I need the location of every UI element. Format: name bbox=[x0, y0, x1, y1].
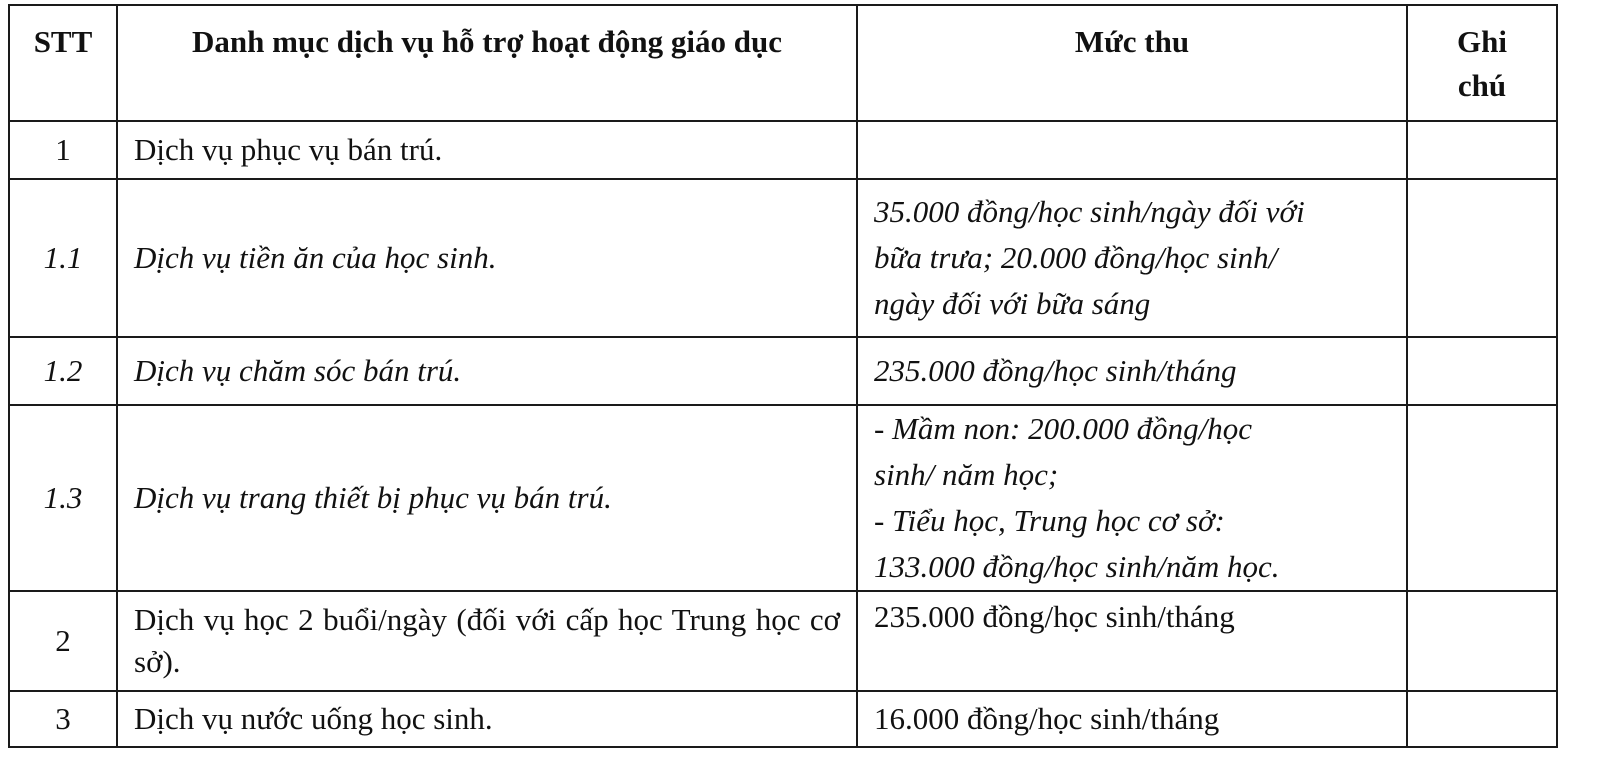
fee-line: bữa trưa; 20.000 đồng/học sinh/ bbox=[874, 240, 1278, 275]
row-stt: 1.1 bbox=[9, 179, 117, 337]
row-fee bbox=[857, 337, 1407, 405]
fee-line: 35.000 đồng/học sinh/ngày đối với bbox=[874, 194, 1305, 229]
fee-line: - Mầm non: 200.000 đồng/học bbox=[874, 411, 1252, 446]
row-note bbox=[1407, 179, 1557, 337]
table-row bbox=[9, 179, 1557, 337]
row-service-name: Dịch vụ học 2 buổi/ngày (đối với cấp học Trung học cơ sở). bbox=[117, 591, 857, 691]
row-stt: 1.2 bbox=[9, 337, 117, 405]
row-fee bbox=[857, 691, 1407, 747]
row-note bbox=[1407, 405, 1557, 591]
row-service-name: Dịch vụ phục vụ bán trú. bbox=[117, 121, 857, 179]
row-note bbox=[1407, 121, 1557, 179]
table-row bbox=[9, 405, 1557, 591]
row-fee bbox=[857, 405, 1407, 591]
row-fee bbox=[857, 121, 1407, 179]
header-category: Danh mục dịch vụ hỗ trợ hoạt động giáo dục bbox=[117, 5, 857, 121]
fee-line: 133.000 đồng/học sinh/năm học. bbox=[874, 549, 1280, 584]
row-service-name: Dịch vụ trang thiết bị phục vụ bán trú. bbox=[117, 405, 857, 591]
header-note: Ghi chú bbox=[1407, 5, 1557, 121]
table-row bbox=[9, 691, 1557, 747]
row-fee bbox=[857, 179, 1407, 337]
row-stt: 1 bbox=[9, 121, 117, 179]
row-stt: 3 bbox=[9, 691, 117, 747]
fee-line: sinh/ năm học; bbox=[874, 457, 1059, 492]
row-stt: 1.3 bbox=[9, 405, 117, 591]
header-stt: STT bbox=[9, 5, 117, 121]
row-note bbox=[1407, 591, 1557, 691]
row-fee bbox=[857, 591, 1407, 691]
table-row bbox=[9, 591, 1557, 691]
row-stt: 2 bbox=[9, 591, 117, 691]
fee-line: 235.000 đồng/học sinh/tháng bbox=[874, 599, 1235, 634]
fee-line: - Tiểu học, Trung học cơ sở: bbox=[874, 503, 1225, 538]
fee-line: ngày đối với bữa sáng bbox=[874, 286, 1151, 321]
table-header-row bbox=[9, 5, 1557, 121]
fee-table bbox=[8, 4, 1558, 748]
header-fee: Mức thu bbox=[857, 5, 1407, 121]
row-note bbox=[1407, 691, 1557, 747]
row-service-name: Dịch vụ nước uống học sinh. bbox=[117, 691, 857, 747]
fee-line: 16.000 đồng/học sinh/tháng bbox=[874, 701, 1220, 736]
fee-line: 235.000 đồng/học sinh/tháng bbox=[874, 353, 1237, 388]
row-note bbox=[1407, 337, 1557, 405]
table-row bbox=[9, 337, 1557, 405]
row-service-name: Dịch vụ chăm sóc bán trú. bbox=[117, 337, 857, 405]
table-row bbox=[9, 121, 1557, 179]
row-service-name: Dịch vụ tiền ăn của học sinh. bbox=[117, 179, 857, 337]
